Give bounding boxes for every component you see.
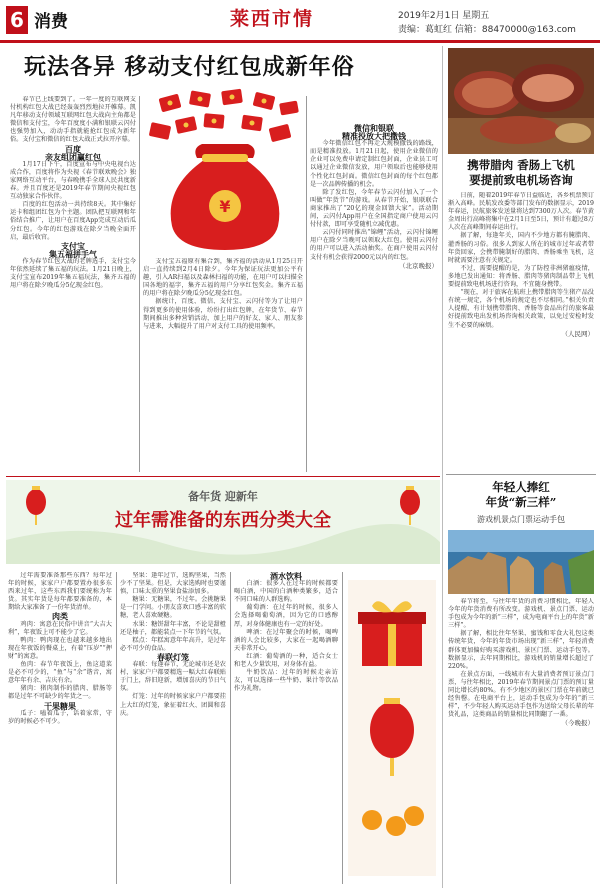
story1-para-3: 作为春节红包大战的老牌选手，支付宝今年依然延续了集五福的玩法。1月21日晚上，支付宝宣布2019年集五福玩法，集齐五福的用户将在除夕晚瓜分5亿现金红包。 (10, 257, 136, 290)
gift-box-icon (348, 580, 436, 876)
story4-drink-1: 白酒：很多人在过年的时候都要喝白酒，中国的白酒种类繁多，适合不同口味的人群选购。 (234, 580, 338, 604)
story3-para-1: 春节将至，与往年年货的消费习惯相比，年轻人今年的年货消费有所改变。游戏机、景点门票、运动手包成为今年的新“三样”，成为电商平台上的年货“新三样”。 (448, 598, 594, 630)
story1-lead: 春节已上线要到了。一年一度的互联网支付机构红包大战已经轰轰烈烈地拉开帷幕。凯凡年移动支付领域互联网红包大战向主角都是微信和支付宝，今年百度度小满和银联云闪付也强势加入，动动手指就能抢红包成为新年俗。支付宝和微信的红包大战正式拉开序幕。 (10, 96, 136, 144)
food-photo (448, 48, 594, 154)
column-divider (342, 572, 343, 884)
column-divider (116, 572, 117, 884)
story3-subhead: 游戏机景点门票运动手包 (477, 515, 565, 524)
story1-para-8: 云闪付同时推出“锦鲤”活动，云闪付锦鲤用户在除夕当晚可以领取大红包。使用云闪付的用户可以进入活动抽奖。在商户使用云闪付支付有机会获得2000元以内的红包。 (310, 229, 438, 261)
story1-para-1: 1月17日下午，百度宣布与中央电视台达成合作，百度将作为央视《春节联欢晚会》独家网络互动平台，与春晚携手全球人民共度新春。并且百度还是2019年春节期间央视红包互动独家合作伙伴。 (10, 160, 136, 201)
story4-meat-1: 鸡肉：寓意在民俗中讲音“大吉大利”，年夜饭上可不能少了它。 (8, 620, 112, 636)
story1-subhead-baidu: 百度 (65, 143, 81, 154)
story1-headline: 玩法各异 移动支付红包成新年俗 (24, 54, 355, 80)
story4-decoration (348, 580, 436, 876)
story3-para-3: 在景点方面，一线城市有大量消费者预订景点门票，与往年相比，2019年春节期间景点门票的预订量同比增长约80%。有不少地区的景区门票在年前就已经售罄。在电商平台上，运动手包成为今年的“新三样”，不少年轻人购买运动手包作为送给父母长辈的年货礼品，这类商品的销量相比同期翻了一番。 (448, 670, 594, 719)
story4-drink-2: 葡萄酒：在过年的时候，很多人会选择喝葡萄酒，因为它的口感醇厚，对身体健康也有一定的好处。 (234, 604, 338, 628)
story2-body (448, 192, 594, 468)
column-divider (442, 46, 443, 888)
story3-source: （今晚报） (561, 719, 594, 728)
story4-drink-4: 红酒：葡萄酒的一种，适合女士和老人少量饮用，对身体有益。 (234, 652, 338, 669)
story4-sweet-4: 糕点：年糕寓意年年高升，是过年必不可少的食品。 (120, 636, 226, 652)
section-title: 消费 (34, 12, 68, 32)
story1-subhead-baidu-2: 亲友组团赢红包 (45, 151, 101, 162)
story4-banner (6, 480, 440, 564)
story4-spring-2: 灯笼：过年的时候家家户户都要挂上大红的灯笼，象征着红火、团圆和喜庆。 (120, 693, 226, 717)
issue-date: 2019年2月1日 星期五 (398, 11, 490, 21)
cured-meat-photo (448, 48, 594, 154)
story4-drink-3: 啤酒：在过年聚会的时候，喝啤酒的人会比较多，大家在一起喝酒聊天非常开心。 (234, 628, 338, 652)
newspaper-logo: 莱西市情 (230, 8, 315, 30)
money-bag-icon (142, 88, 308, 256)
story1-para-6: 今年微信红包不再走大规模撒钱的路线，而是精准投放。1月21日起，使用企业微信的企业可以免费申请定制红包封面，企业员工可以通过企业微信发放，用户领取后也能够使用个性化红包封面。微信红包封面的每个红包都是一次品牌传播的机会。 (310, 140, 438, 188)
section-rule (6, 476, 440, 477)
column-divider (306, 96, 307, 472)
story2-para-4: “现在，对于旅客在航班上携带腊肉等生猪产品没有统一规定，各个机场的规定也不尽相同。”相关负责人提醒，有计划携带腊肉、香肠等食品出行的旅客最好提前致电出发机场咨询相关政策，以免过安检时发生不必要的麻烦。 (448, 289, 594, 329)
story4-subhead-drink: 酒水饮料 (270, 572, 302, 581)
story1-source: （北京晚报） (399, 261, 438, 270)
story4-meat-3: 鱼肉：春节年夜饭上，鱼这道菜是必不可少的，“鱼”与“余”谐音，寓意年年有余、吉庆有余。 (8, 661, 112, 685)
column-divider (230, 572, 231, 884)
header-rule (0, 40, 600, 43)
story4-sweet-3: 水果：糖饼甜年丰富，不论是甜橙还是柚子，都能装点一下年节的气氛。 (120, 620, 226, 636)
story3-para-2: 据了解，相比往年坚果、蜜饯和零食大礼包这类传统年货，今年的年货市场出现“新三样”，年轻消费群体更加偏好购买游戏机、景区门票、运动手包等。数据显示，去年同期相比，游戏机的销量增长超过了220%。 (448, 630, 594, 670)
story4-dry-1: 瓜子：嗑着瓜子，话着家常，守岁的时候必不可少。 (8, 709, 112, 725)
story4-column-3 (234, 572, 338, 884)
story1-subhead-alipay: 支付宝 (61, 240, 85, 251)
story3-headline: 年轻人捧红 年货“新三样” (485, 480, 557, 509)
story2-para-3: 不过，需要提醒的是，为了防控非洲猪瘟疫情，多地已发出通知：将香肠、腊肉等猪肉制品带上飞机要提前致电机场进行咨询，不宜随身携带。 (448, 264, 594, 289)
column-divider (139, 96, 140, 472)
story4-subhead-spring: 春联灯笼 (157, 651, 189, 662)
story4-meat-2: 鸭肉：鸭肉现在也越来越多地出现在年夜饭的餐桌上，有着“压岁”“押财”的寓意。 (8, 636, 112, 660)
story1-para-5: 据统计，百度、微信、支付宝、云闪付等为了让用户得到更多的使用体验，纷纷打出红包牌，在年货节、春节期间推出多种营销活动，加上用户的好友、家人、朋友参与进来，大幅提升了用户对支付工具的使用频率。 (143, 298, 303, 330)
story1-para-2: 百度的红包活动一共持续8天。其中集好运卡和组团红包为个主题。团队把互联网和年俗结合推广，让用户在百度App完成互动后瓜分红包。今年的红包游戏在除夕当晚全面开启，最后收官。 (10, 201, 136, 241)
page-number: 6 (6, 6, 28, 34)
story3-body (448, 598, 594, 880)
story2-source: （人民网） (561, 329, 594, 338)
story4-headline: 过年需准备的东西分类大全 (115, 510, 331, 531)
story1-subhead-wechat: 微信和银联 (354, 123, 394, 133)
landscape-photo (448, 530, 594, 594)
story4-sweet-1: 坚果：逢年过节，选购坚果，当然少不了坚果。但是，大家选购时也要谨慎，口味太重的坚果食盐添加多。 (120, 572, 226, 596)
landscape-photo-frame (448, 530, 594, 594)
story4-meat-4: 猪肉：猪肉制作的腊肉、腊肠等都是过年不可缺少的年货之一。 (8, 685, 112, 701)
story4-intro: 过年需要准备那些东西？每年过年的时候，家家户户都要置办很多东西来过年，这些东西我们要统称为年货。其实年货是每年都要准备的，本期给大家准备了一份年货清单。 (8, 572, 112, 612)
story2-headline: 携带腊肉 香肠上飞机 要提前致电机场咨询 (467, 158, 575, 187)
story4-sweet-2: 糖果：无糖果，不过年。会挑糖果是一门学问。小朋友喜欢口感丰富的软糖，老人喜欢硬糖。 (120, 596, 226, 620)
section-rule (446, 474, 596, 475)
story1-subhead-wechat-2: 精准投放大把撒钱 (342, 131, 406, 142)
svg-text:¥: ¥ (219, 197, 231, 216)
story4-subhead-dry: 干果糖果 (44, 700, 76, 711)
story4-column-2 (120, 572, 226, 884)
story1-para-4: 支付宝五福原有集合到，集齐福的活动从1月25日开启一直持续到2月4日除夕。今年为保证玩法更加公平有趣，引入AR扫福以及森林扫福的功能，在用户可以扫描全国各地的福字，集齐五福的用户分享红包奖金。集齐五福的用户将在除夕晚瓜分5亿现金红包。 (143, 258, 303, 298)
story4-subhead-meat: 肉类 (52, 611, 68, 622)
editor-info: 责编：葛虹红 信箱：88470000@163.com (398, 25, 576, 35)
page-header (0, 0, 600, 46)
story1-para-7: 除了发红包，今年春节云闪付加入了一个叫做“年货节”的游戏。从春节开始，银联联合商家推出了“20亿的现金回馈大家”。活动期间，云闪付App用户在全国指定商户使用云闪付付款，即可享受随机立减优惠。 (310, 188, 438, 229)
story1-column-1 (10, 96, 136, 472)
story4-drink-5: 牛奶饮品：过年的时候走亲访友，可以选择一些牛奶、果汁等饮品作为礼物。 (234, 669, 338, 693)
red-envelope-illustration (142, 88, 308, 256)
story2-para-2: 据了解，每逢年关，国内不少地方都有腌腊肉、灌香肠的习俗。很多人到家人所在的城市过年或者带年货回家，会携带腌制好的腊肉、香肠乘坐飞机，这时就需要注意有关规定。 (448, 232, 594, 264)
story2-para-1: 日前，随着2019年春节日益临近，各乡机票预订渐入高峰。民航发改委等部门发布的数据显示，2019年春运，民航旅客发送量将达到7300万人次。春节黄金周出行高峰将集中在2月1日至5日，预计有超过8万人次在高峰期间春运出行。 (448, 192, 594, 232)
story1-subhead-alipay-2: 集五福拼手气 (49, 248, 97, 259)
story1-column-2 (143, 258, 303, 472)
story4-spring-1: 春联：每逢春节，无论城市还是农村，家家户户都要精选一幅大红春联贴于门上，辞旧迎新，增加喜庆的节日气氛。 (120, 661, 226, 693)
story4-kicker: 备年货 迎新年 (188, 490, 258, 503)
story4-column-1 (8, 572, 112, 884)
story1-column-3 (310, 96, 438, 472)
